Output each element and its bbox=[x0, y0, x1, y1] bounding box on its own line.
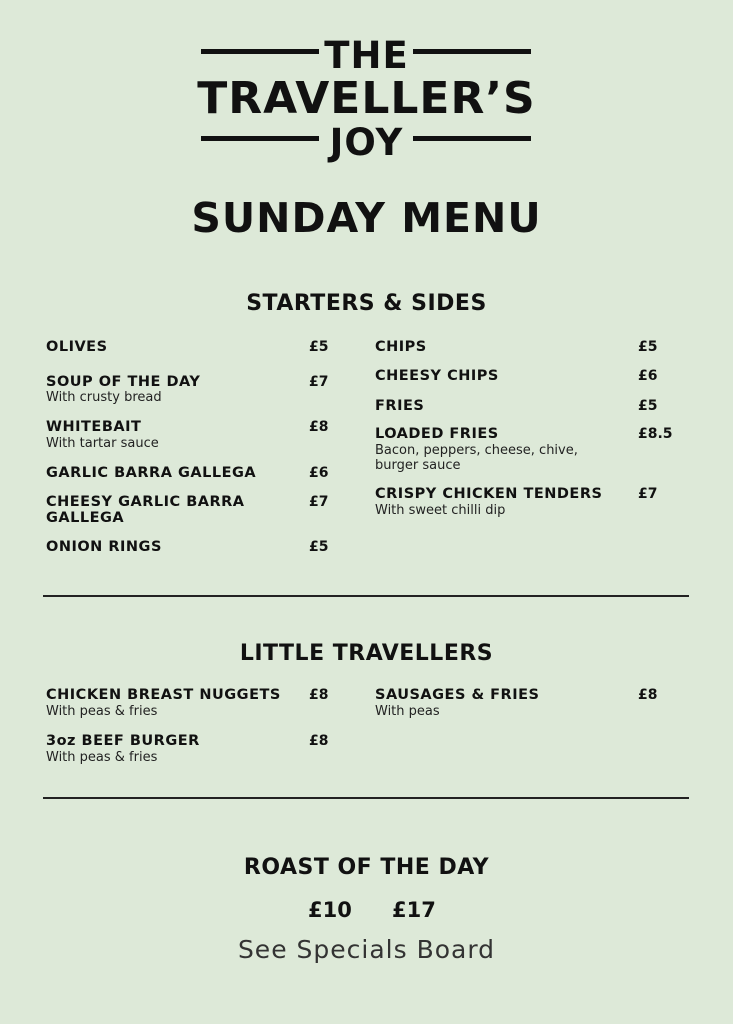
specials-board-note: See Specials Board bbox=[237, 935, 496, 964]
menu-item-price: £5 bbox=[309, 539, 329, 555]
section-divider bbox=[43, 797, 689, 799]
menu-item-description: With peas & fries bbox=[46, 704, 158, 719]
menu-item-name: CRISPY CHICKEN TENDERS bbox=[375, 486, 603, 502]
section-divider bbox=[43, 595, 689, 597]
menu-item-price: £5 bbox=[638, 339, 658, 355]
menu-item-price: £7 bbox=[309, 494, 329, 510]
menu-item-name: ONION RINGS bbox=[46, 539, 162, 555]
menu-item-description: With sweet chilli dip bbox=[375, 503, 506, 518]
logo-line-joy: JOY bbox=[329, 121, 404, 164]
menu-item-description: With peas & fries bbox=[46, 750, 158, 765]
menu-item-price: £8 bbox=[638, 687, 658, 703]
menu-item-description: With peas bbox=[375, 704, 440, 719]
menu-item-price: £5 bbox=[309, 339, 329, 355]
menu-item-name: CHEESY CHIPS bbox=[375, 368, 499, 384]
menu-item-price: £8 bbox=[309, 733, 329, 749]
menu-item-name: OLIVES bbox=[46, 339, 108, 355]
menu-item-description: With crusty bread bbox=[46, 390, 162, 405]
menu-item-price: £6 bbox=[638, 368, 658, 384]
menu-item-price: £7 bbox=[309, 374, 329, 390]
menu-item-price: £8.5 bbox=[638, 426, 673, 442]
section-title-roast: ROAST OF THE DAY bbox=[243, 855, 490, 880]
menu-item-name: CHIPS bbox=[375, 339, 427, 355]
menu-item-name: 3oz BEEF BURGER bbox=[46, 733, 200, 749]
section-title-starters: STARTERS & SIDES bbox=[246, 291, 487, 316]
menu-item-name: GARLIC BARRA GALLEGA bbox=[46, 465, 257, 481]
menu-item-name: SOUP OF THE DAY bbox=[46, 374, 201, 390]
section-title-little-travellers: LITTLE TRAVELLERS bbox=[239, 641, 494, 666]
menu-item-name: SAUSAGES & FRIES bbox=[375, 687, 540, 703]
menu-item-name: CHEESY GARLIC BARRA GALLEGA bbox=[46, 494, 245, 526]
menu-item-name: LOADED FRIES bbox=[375, 426, 499, 442]
logo-line-name: TRAVELLER’S bbox=[197, 73, 536, 124]
menu-item-price: £7 bbox=[638, 486, 658, 502]
menu-item-price: £8 bbox=[309, 419, 329, 435]
menu-item-price: £5 bbox=[638, 398, 658, 414]
menu-item-name: FRIES bbox=[375, 398, 425, 414]
menu-item-price: £6 bbox=[309, 465, 329, 481]
roast-price-large: £17 bbox=[392, 898, 436, 922]
menu-item-description: With tartar sauce bbox=[46, 436, 159, 451]
roast-price-small: £10 bbox=[308, 898, 352, 922]
menu-item-price: £8 bbox=[309, 687, 329, 703]
menu-item-description: Bacon, peppers, cheese, chive, burger sauce bbox=[375, 443, 578, 473]
menu-item-name: WHITEBAIT bbox=[46, 419, 142, 435]
page-title: SUNDAY MENU bbox=[191, 194, 542, 242]
logo-line-the: THE bbox=[324, 34, 409, 77]
menu-item-name: CHICKEN BREAST NUGGETS bbox=[46, 687, 281, 703]
